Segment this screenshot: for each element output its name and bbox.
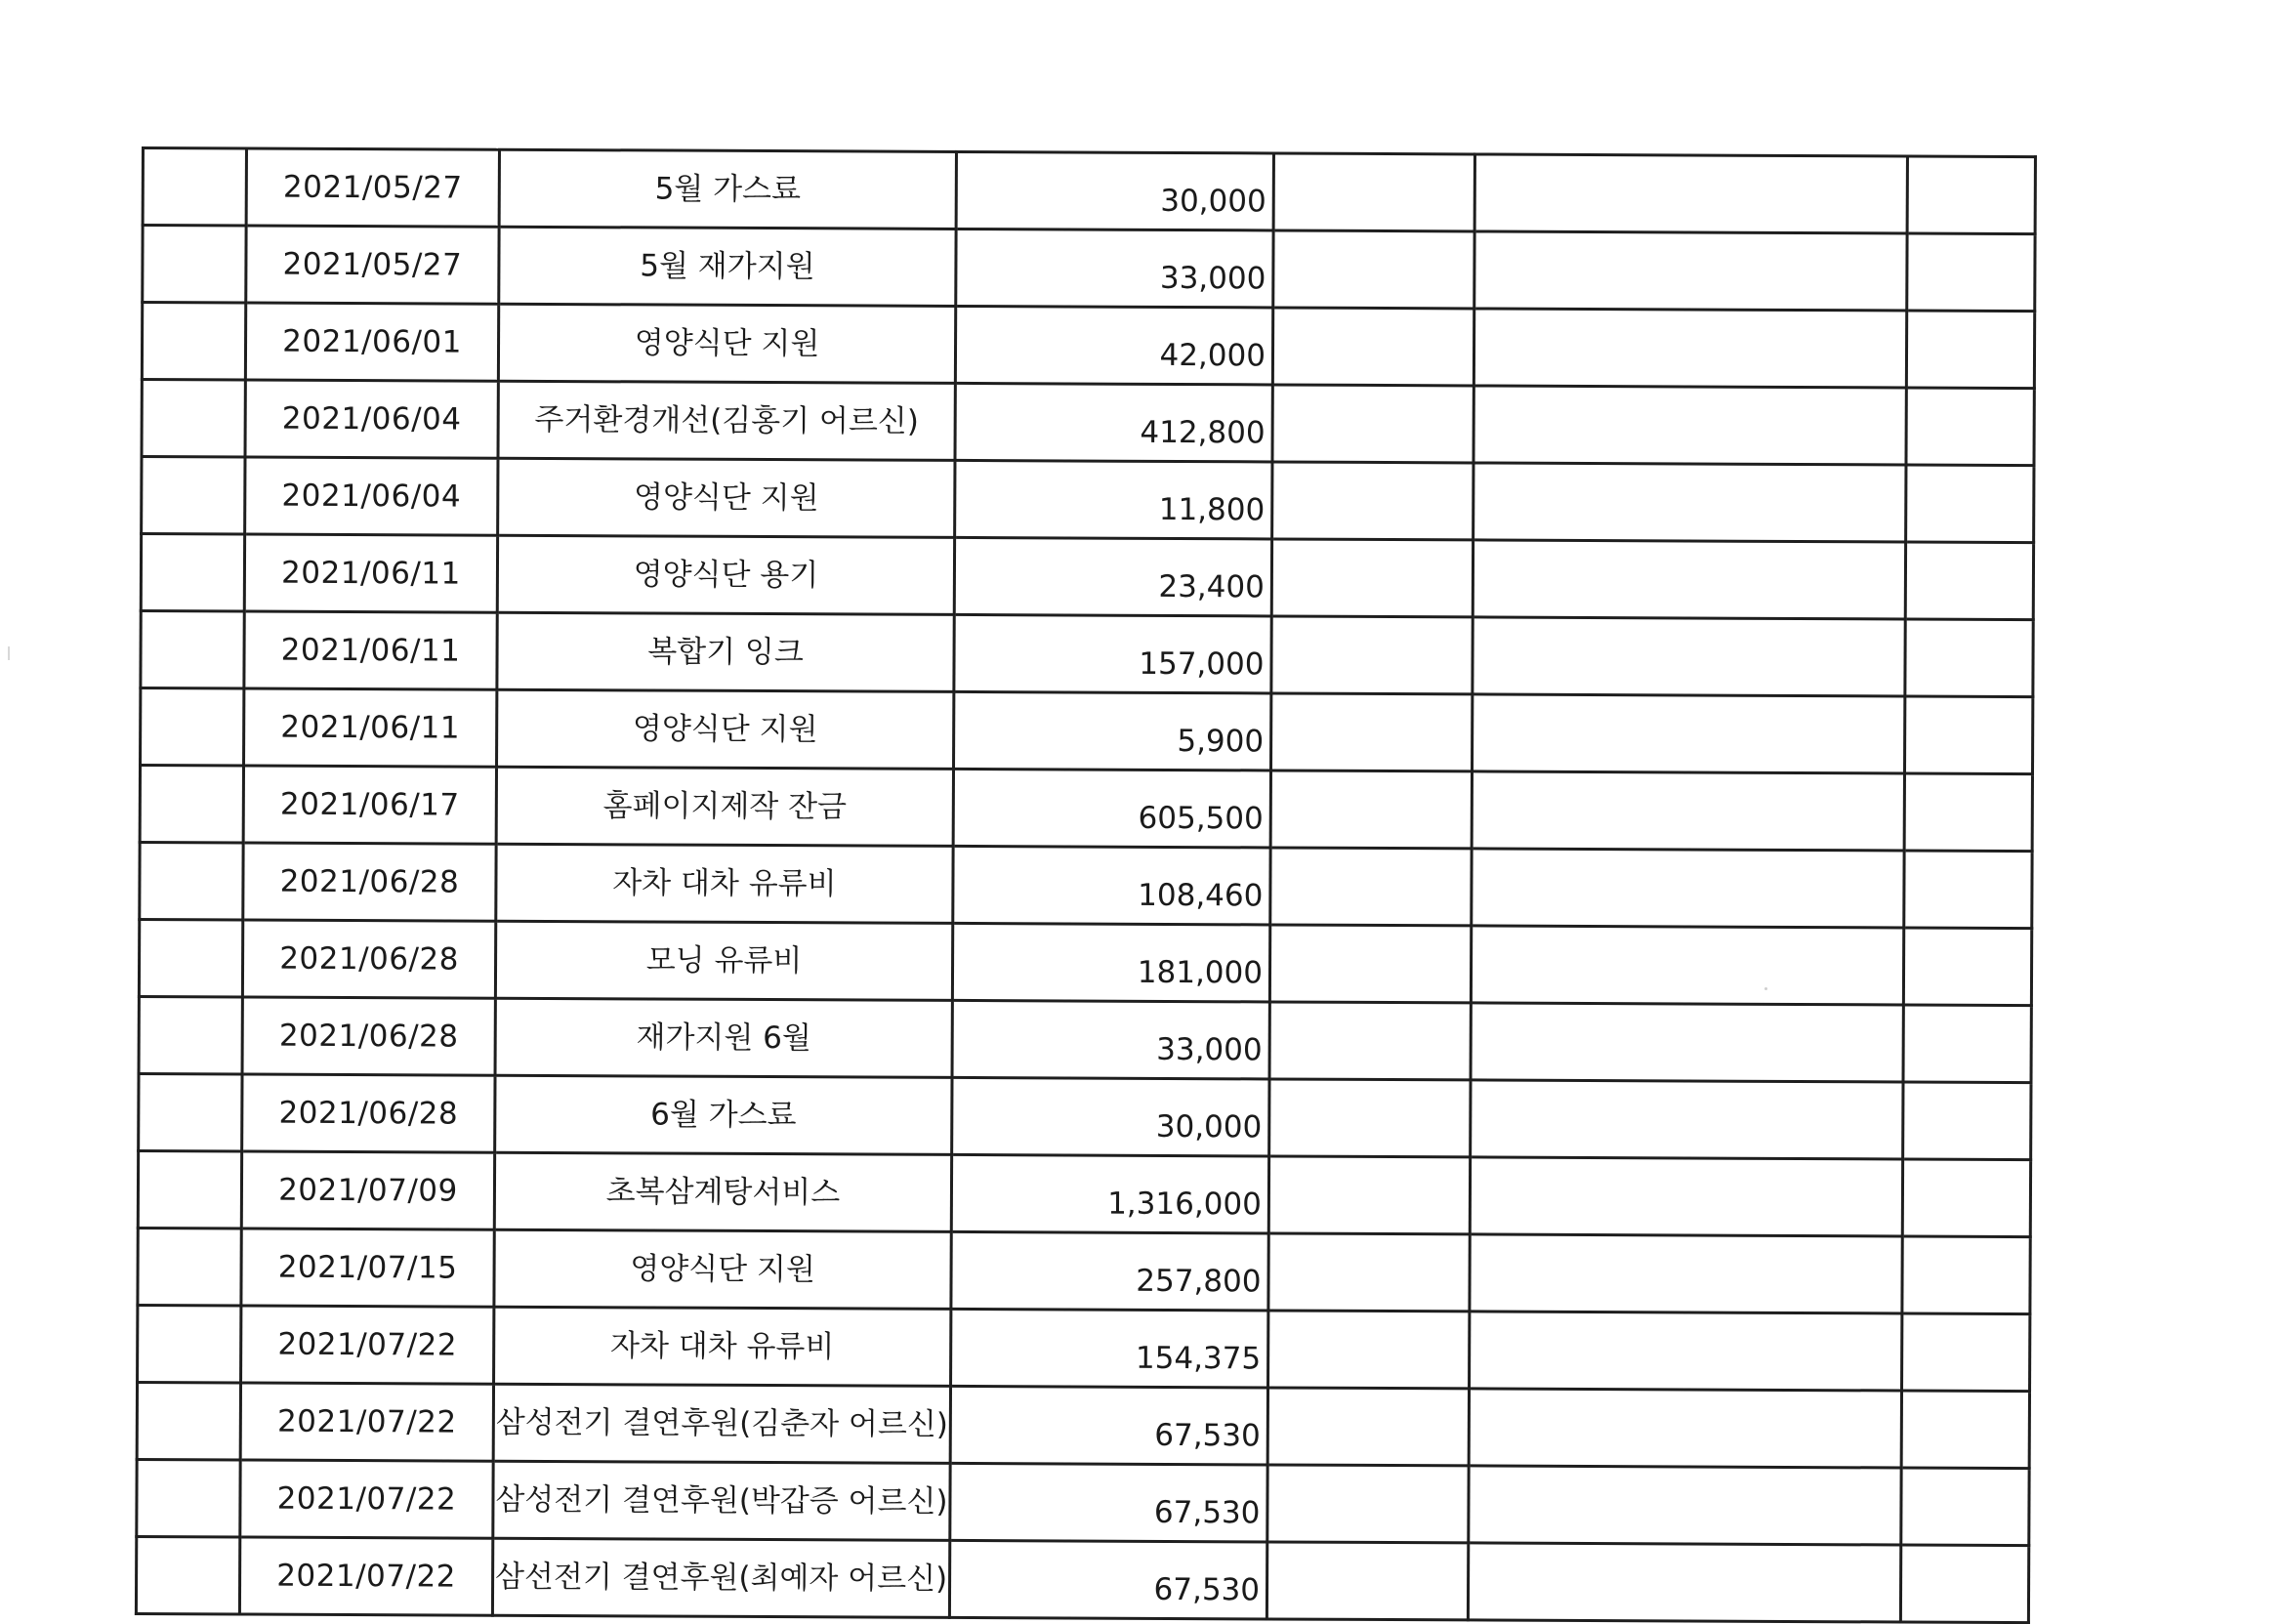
blank-cell	[1269, 1079, 1471, 1157]
blank-cell	[1272, 385, 1474, 463]
description-cell: 영양식단 지원	[497, 689, 954, 769]
date-cell: 2021/07/22	[241, 1306, 494, 1384]
table-row	[142, 380, 2034, 466]
blank-cell-left	[138, 1228, 241, 1305]
blank-cell-right	[1902, 1313, 2030, 1392]
table-row	[139, 996, 2031, 1082]
blank-cell-left	[142, 303, 245, 380]
expense-ledger-table	[135, 146, 2037, 1624]
date-cell: 2021/06/28	[242, 997, 495, 1075]
blank-cell-right	[1902, 1159, 2030, 1237]
blank-cell-right	[1903, 928, 2031, 1006]
amount-cell: 5,900	[954, 691, 1271, 770]
blank-cell	[1472, 694, 1904, 773]
blank-cell	[1469, 1389, 1901, 1468]
table-row	[137, 1459, 2029, 1545]
blank-cell	[1273, 153, 1474, 231]
blank-cell-right	[1906, 311, 2034, 389]
blank-cell	[1268, 1311, 1470, 1389]
description-cell: 5월 가스료	[499, 149, 956, 229]
blank-cell-right	[1903, 1005, 2031, 1083]
blank-cell-right	[1905, 619, 2033, 697]
blank-cell	[1473, 617, 1905, 696]
table-row	[141, 534, 2033, 620]
description-cell: 영양식단 지원	[498, 304, 955, 383]
blank-cell	[1470, 1234, 1902, 1313]
blank-cell-left	[136, 1536, 239, 1613]
amount-cell: 157,000	[954, 614, 1271, 693]
date-cell: 2021/06/28	[243, 843, 496, 921]
description-cell: 삼성전기 결연후원(박갑증 어르신)	[493, 1461, 950, 1540]
amount-cell: 23,400	[954, 537, 1271, 616]
blank-cell	[1272, 308, 1474, 386]
blank-cell	[1473, 540, 1905, 619]
date-cell: 2021/05/27	[246, 148, 499, 227]
blank-cell	[1266, 1542, 1468, 1620]
date-cell: 2021/06/04	[245, 380, 498, 458]
date-cell: 2021/07/09	[241, 1151, 494, 1229]
blank-cell-right	[1900, 1545, 2028, 1623]
amount-cell: 257,800	[951, 1231, 1268, 1311]
date-cell: 2021/06/28	[242, 1074, 495, 1152]
blank-cell	[1271, 693, 1473, 771]
description-cell: 6월 가스료	[495, 1075, 952, 1154]
date-cell: 2021/06/28	[242, 920, 495, 998]
blank-cell-right	[1903, 1082, 2031, 1160]
blank-cell	[1470, 1157, 1902, 1236]
blank-cell-right	[1904, 696, 2032, 774]
date-cell: 2021/06/11	[244, 688, 497, 767]
blank-cell	[1474, 154, 1907, 233]
blank-cell-left	[139, 1073, 242, 1150]
blank-cell-right	[1901, 1468, 2029, 1546]
table-row	[142, 303, 2034, 389]
blank-cell-left	[143, 226, 246, 303]
blank-cell-left	[139, 919, 242, 996]
amount-cell: 1,316,000	[951, 1154, 1268, 1233]
date-cell: 2021/05/27	[246, 226, 499, 304]
description-cell: 모닝 유류비	[495, 921, 952, 1000]
description-cell: 삼성전기 결연후원(김춘자 어르신)	[493, 1384, 950, 1463]
blank-cell	[1271, 616, 1473, 694]
table-row	[143, 148, 2035, 234]
blank-cell	[1474, 231, 1907, 311]
description-cell: 재가지원 6월	[495, 998, 952, 1077]
blank-cell	[1270, 848, 1472, 926]
blank-cell-left	[143, 148, 246, 226]
table-row	[138, 1305, 2030, 1391]
blank-cell	[1272, 462, 1474, 540]
blank-cell	[1273, 230, 1474, 309]
description-cell: 홈페이지제작 잔금	[496, 767, 953, 846]
description-cell: 자차 대차 유류비	[494, 1307, 951, 1386]
table-row	[138, 1228, 2030, 1313]
amount-cell: 11,800	[955, 460, 1272, 539]
date-cell: 2021/07/22	[240, 1460, 493, 1538]
blank-cell-right	[1907, 156, 2035, 234]
blank-cell-left	[142, 457, 245, 534]
scan-artifact	[8, 646, 10, 660]
blank-cell	[1472, 849, 1904, 928]
description-cell: 복합기 잉크	[497, 612, 954, 691]
date-cell: 2021/06/01	[245, 303, 498, 381]
amount-cell: 30,000	[952, 1077, 1269, 1156]
blank-cell	[1269, 1002, 1471, 1080]
date-cell: 2021/06/11	[244, 534, 497, 612]
blank-cell	[1474, 463, 1906, 542]
blank-cell	[1469, 1466, 1901, 1545]
blank-cell	[1268, 1156, 1470, 1234]
blank-cell	[1271, 539, 1473, 617]
table-row	[142, 457, 2034, 543]
amount-cell: 33,000	[952, 1000, 1269, 1079]
date-cell: 2021/06/17	[243, 766, 496, 844]
amount-cell: 412,800	[955, 383, 1272, 462]
amount-cell: 67,530	[950, 1463, 1267, 1542]
blank-cell-left	[141, 534, 244, 611]
amount-cell: 108,460	[953, 846, 1270, 925]
date-cell: 2021/07/22	[240, 1383, 493, 1461]
date-cell: 2021/07/22	[239, 1537, 492, 1615]
blank-cell	[1267, 1465, 1469, 1543]
blank-cell	[1268, 1233, 1470, 1312]
description-cell: 주거환경개선(김홍기 어르신)	[498, 381, 955, 460]
blank-cell	[1474, 309, 1906, 388]
blank-cell	[1267, 1388, 1469, 1466]
description-cell: 자차 대차 유류비	[496, 844, 953, 923]
blank-cell-left	[140, 842, 243, 919]
blank-cell-left	[138, 1150, 241, 1228]
description-cell: 영양식단 용기	[497, 535, 954, 614]
description-cell: 영양식단 지원	[494, 1229, 951, 1309]
blank-cell-right	[1902, 1236, 2030, 1314]
ledger-body	[136, 148, 2035, 1623]
blank-cell-right	[1904, 851, 2032, 929]
amount-cell: 33,000	[956, 229, 1273, 308]
table-row	[139, 919, 2031, 1005]
amount-cell: 67,530	[949, 1540, 1266, 1619]
blank-cell-right	[1905, 542, 2033, 620]
description-cell: 영양식단 지원	[498, 458, 955, 537]
blank-cell	[1471, 926, 1903, 1005]
blank-cell-left	[141, 611, 244, 688]
blank-cell-right	[1901, 1391, 2029, 1469]
blank-cell-left	[140, 766, 243, 843]
blank-cell-left	[141, 688, 244, 766]
amount-cell: 605,500	[953, 769, 1270, 848]
table-row	[143, 226, 2035, 312]
blank-cell-right	[1907, 233, 2035, 312]
blank-cell	[1470, 1312, 1902, 1391]
date-cell: 2021/07/15	[241, 1228, 494, 1307]
blank-cell	[1472, 771, 1904, 851]
description-cell: 5월 재가지원	[499, 227, 956, 306]
blank-cell-left	[139, 996, 242, 1073]
blank-cell-left	[142, 380, 245, 457]
blank-cell-left	[138, 1305, 241, 1382]
table-row	[136, 1536, 2028, 1622]
amount-cell: 154,375	[951, 1309, 1268, 1388]
amount-cell: 30,000	[956, 151, 1273, 230]
table-row	[138, 1150, 2030, 1236]
blank-cell	[1270, 770, 1472, 849]
table-row	[141, 688, 2033, 774]
date-cell: 2021/06/04	[245, 457, 498, 535]
table-row	[137, 1382, 2029, 1468]
table-row	[140, 842, 2032, 928]
blank-cell-right	[1906, 465, 2034, 543]
blank-cell	[1471, 1080, 1903, 1159]
table-row	[141, 611, 2033, 697]
blank-cell-right	[1904, 773, 2032, 852]
table-row	[139, 1073, 2031, 1159]
date-cell: 2021/06/11	[244, 611, 497, 689]
description-cell: 삼선전기 결연후원(최예자 어르신)	[492, 1538, 949, 1617]
amount-cell: 42,000	[955, 306, 1272, 385]
table-row	[140, 766, 2032, 852]
blank-cell	[1471, 1003, 1903, 1082]
amount-cell: 67,530	[950, 1386, 1267, 1465]
blank-cell	[1474, 386, 1906, 465]
blank-cell	[1468, 1543, 1900, 1622]
blank-cell-left	[137, 1382, 240, 1459]
amount-cell: 181,000	[952, 923, 1269, 1002]
description-cell: 초복삼계탕서비스	[494, 1152, 951, 1231]
blank-cell-left	[137, 1459, 240, 1536]
blank-cell-right	[1906, 388, 2034, 466]
blank-cell	[1269, 925, 1471, 1003]
